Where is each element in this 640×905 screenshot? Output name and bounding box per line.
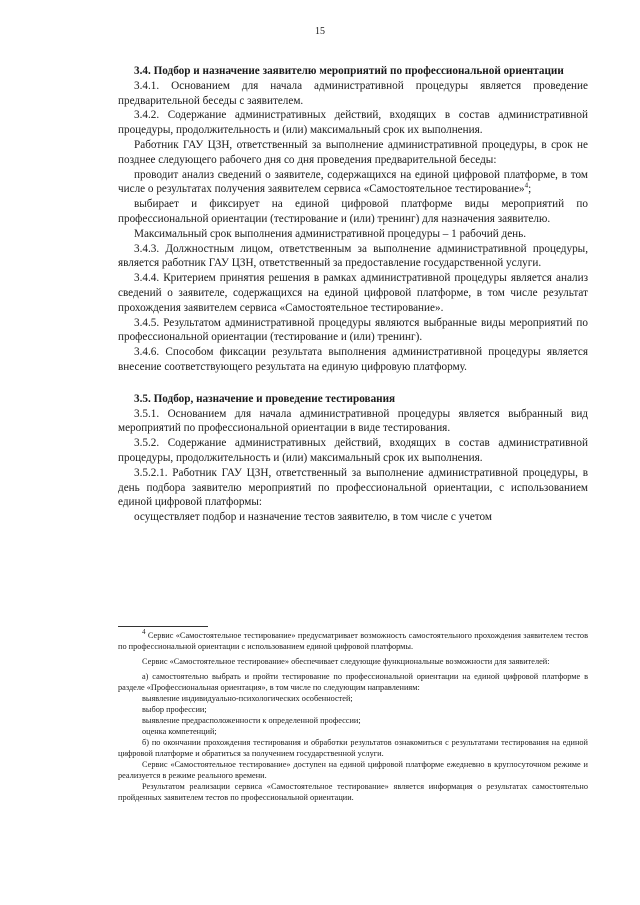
analysis-text: проводит анализ сведений о заявителе, содержащихся на единой цифровой платформе, в том числе о результатах получения заявителем сервиса «Самостоятельное тестирование» <box>118 168 588 196</box>
paragraph-3-4-4: 3.4.4. Критерием принятия решения в рамках административной процедуры является анализ сведений о заявителе, содержащихся на единой цифровой платформе, в том числе результат прохождения заявителем сервиса «Самостоятельное тестирование». <box>118 272 588 314</box>
section-gap <box>118 375 588 392</box>
footnote-4-intro <box>118 630 588 652</box>
footnote-result: Результатом реализации сервиса «Самостоятельное тестирование» является информация о результатах самостоятельно пройденных заявителем тестов по профессиональной ориентации. <box>118 782 588 802</box>
footnote-list-item: выявление индивидуально-психологических особенностей; <box>142 694 353 703</box>
footnote-marker: 4 <box>142 628 146 637</box>
paragraph-max-term: Максимальный срок выполнения административной процедуры – 1 рабочий день. <box>134 227 527 240</box>
paragraph-employee-duties: Работник ГАУ ЦЗН, ответственный за выполнение административной процедуры, в срок не позднее следующего рабочего дня со дня проведения предварительной беседы: <box>118 138 588 166</box>
footnote-availability: Сервис «Самостоятельное тестирование» доступен на единой цифровой платформе ежедневно в круглосуточном режиме и реализуется в режиме реального времени. <box>118 760 588 780</box>
paragraph-analysis <box>118 168 588 198</box>
footnote-intro-text: Сервис «Самостоятельное тестирование» предусматривает возможность самостоятельного прохождения заявителем тестов по профессиональной ориентации с использованием единой цифровой платформы. <box>118 631 588 651</box>
paragraph-3-4-5: 3.4.5. Результатом административной процедуры являются выбранные виды мероприятий по профессиональной ориентации (тестирование и (или) тренинг). <box>118 316 588 344</box>
footnote-separator <box>118 626 208 627</box>
main-text <box>118 64 588 525</box>
paragraph-selection: выбирает и фиксирует на единой цифровой платформе виды мероприятий по профессиональной ориентации (тестирование и (или) тренинг) для назначения заявителю. <box>118 198 588 225</box>
footnote-list-item: выбор профессии; <box>142 705 207 714</box>
paragraph-3-4-3: 3.4.3. Должностным лицом, ответственным за выполнение административной процедуры, является работник ГАУ ЦЗН, ответственный за предоставление государственной услуги. <box>118 242 588 270</box>
footnote-ref: 4 <box>524 181 529 190</box>
section-3-4-heading: 3.4. Подбор и назначение заявителю мероприятий по профессиональной ориентации <box>134 65 564 77</box>
paragraph-3-4-6: 3.4.6. Способом фиксации результата выполнения административной процедуры является внесение соответствующего результата на единую цифровую платформу. <box>118 346 588 373</box>
footnote-capabilities: Сервис «Самостоятельное тестирование» обеспечивает следующие функциональные возможности для заявителей: <box>142 657 550 666</box>
paragraph-3-4-2: 3.4.2. Содержание административных действий, входящих в состав административной процедуры, продолжительность и (или) максимальный срок их выполнения. <box>118 109 588 137</box>
footnotes <box>118 630 588 803</box>
footnote-item-b: б) по окончании прохождения тестирования и обработки результатов ознакомиться с результатами тестирования на единой цифровой платформе и обратиться за получением государственной услуги. <box>118 738 588 758</box>
footnote-list-item: оценка компетенций; <box>142 727 217 736</box>
footnote-item-a: а) самостоятельно выбрать и пройти тестирование по профессиональной ориентации на единой цифровой платформе в разделе «Профессиональная ориентация», в том числе по следующим направлениям: <box>118 672 588 692</box>
paragraph-3-5-2-1: 3.5.2.1. Работник ГАУ ЦЗН, ответственный за выполнение административной процедуры, в день подбора заявителю мероприятий по профессиональной ориентации, с использованием единой цифровой платформы: <box>118 466 588 509</box>
paragraph-test-assignment: осуществляет подбор и назначение тестов заявителю, в том числе с учетом <box>134 511 492 524</box>
paragraph-3-5-2: 3.5.2. Содержание административных действий, входящих в состав административной процедуры, продолжительность и (или) максимальный срок их выполнения. <box>118 437 588 464</box>
paragraph-3-5-1: 3.5.1. Основанием для начала административной процедуры является выбранный вид мероприятий по профессиональной ориентации в виде тестирования. <box>118 407 588 435</box>
section-3-5-heading: 3.5. Подбор, назначение и проведение тестирования <box>134 392 396 405</box>
paragraph-3-4-1: 3.4.1. Основанием для начала административной процедуры является проведение предварительной беседы с заявителем. <box>118 79 588 107</box>
footnote-list-item: выявление предрасположенности к определенной профессии; <box>142 716 361 725</box>
page-number: 15 <box>315 26 325 37</box>
analysis-tail: ; <box>528 183 532 196</box>
